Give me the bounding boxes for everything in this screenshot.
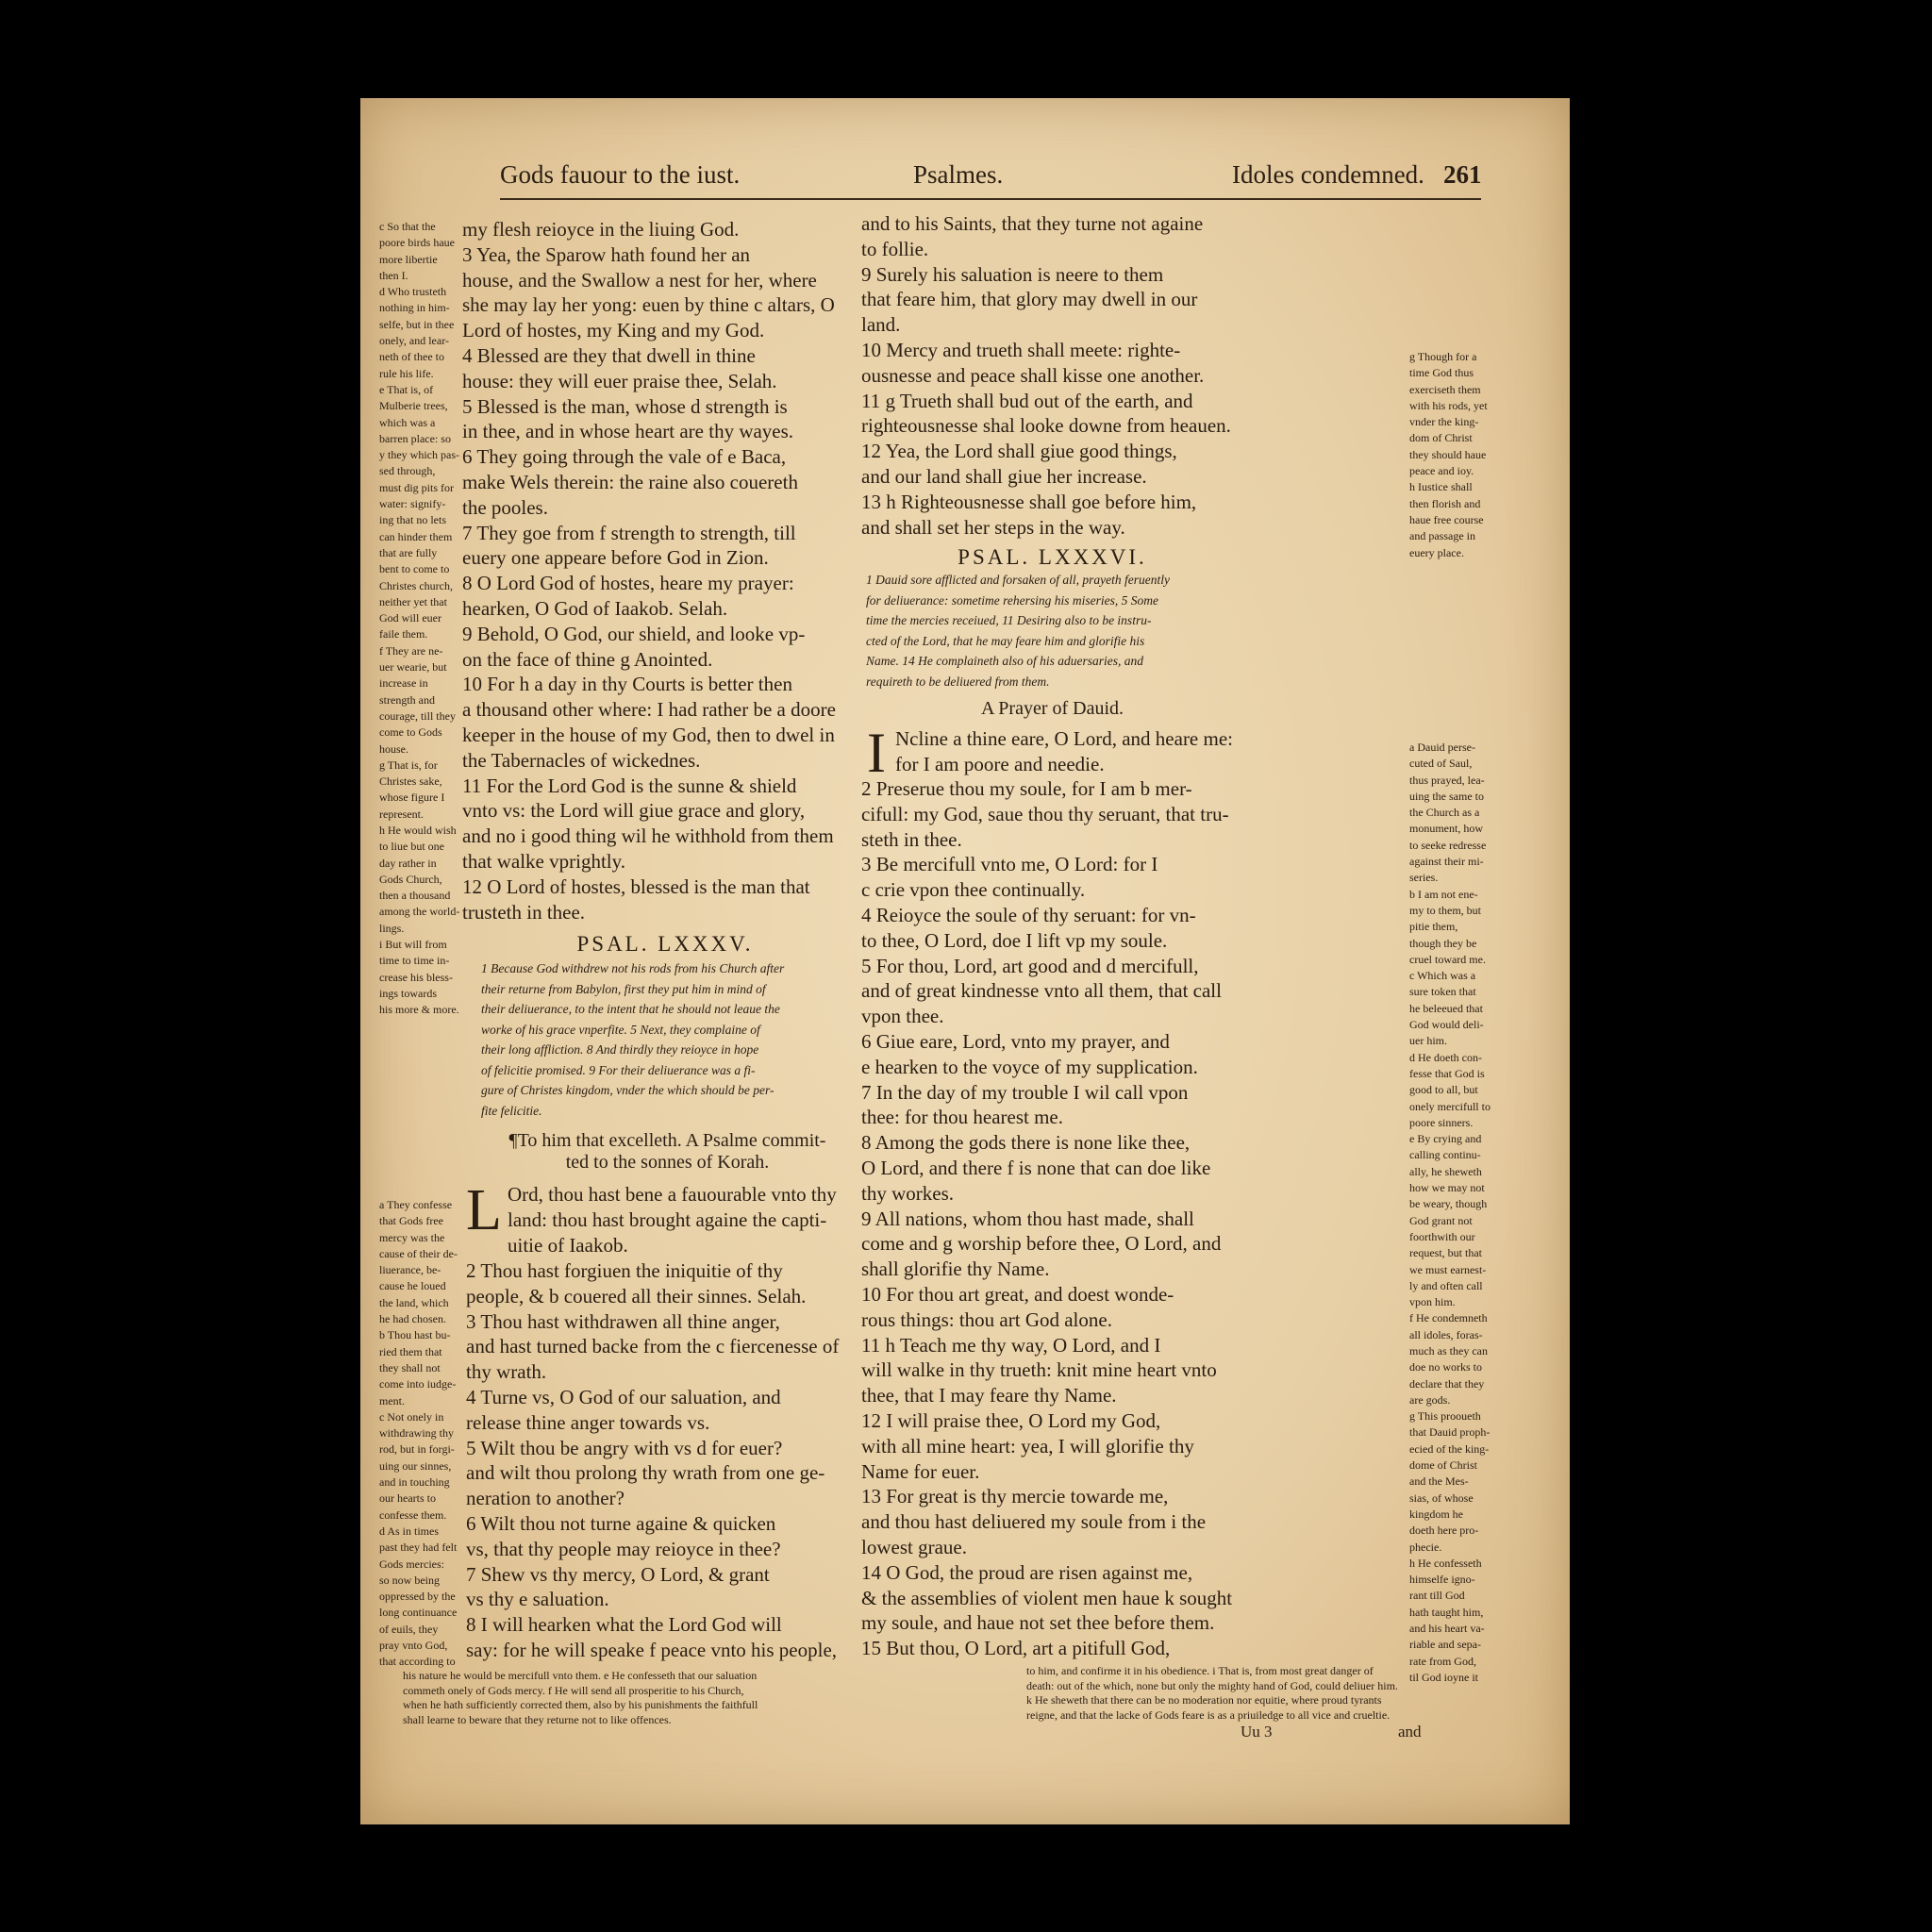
margin-note-line: doe no works to [1409,1360,1482,1374]
margin-note-line: f He condemneth [1409,1311,1488,1325]
margin-note-line: g This prooueth [1409,1409,1481,1424]
margin-note-line: cause of their de- [379,1246,458,1260]
psalm85-title [462,1130,873,1174]
verse-line: 5 For thou, Lord, art good and d mercifull, [861,954,1199,977]
verse-line: 14 O God, the proud are risen against me, [861,1560,1193,1584]
verse-line: in thee, and in whose heart are thy wayes. [462,420,794,443]
verse-line: 8 I will hearken what the Lord God will [466,1613,782,1637]
margin-note-line: he beleeued that [1409,1001,1483,1015]
margin-note-line: ings towards [379,986,437,1000]
verse-line: the pooles. [462,495,548,519]
verse-line: land: thou hast brought againe the capti- [508,1208,827,1231]
margin-note-line: oppressed by the [379,1590,456,1604]
psalm86-title: A Prayer of Dauid. [980,698,1124,719]
margin-note-line: among the world- [379,905,460,919]
margin-note-line: ried them that [379,1344,442,1358]
margin-note-line: to liue but one [379,840,444,854]
margin-note-line: strength and [379,692,435,707]
margin-note-line: mercy was the [379,1230,445,1244]
margin-note-line: uer wearie, but [379,660,447,675]
argument-line: 1 Dauid sore afflicted and forsaken of all, prayeth feruently [866,573,1170,587]
margin-note-line: dom of Christ [1409,431,1473,445]
margin-note-line: til God ioyne it [1409,1670,1478,1684]
verse-line: that feare him, that glory may dwell in our [861,288,1198,311]
verse-line: euery one appeare before God in Zion. [462,546,769,570]
margin-note-line: barren place: so [379,431,451,445]
right-margin-notes-top [1409,349,1513,561]
margin-note-line: the land, which [379,1295,449,1309]
margin-note-line: rule his life. [379,366,434,380]
margin-note-line: riable and sepa- [1409,1638,1481,1652]
margin-note-line: e By crying and [1409,1132,1482,1146]
verse-line: thee: for thou hearest me. [861,1106,1063,1129]
right-margin-notes-bottom [1409,740,1513,1686]
footnote-line: when he hath sufficiently corrected them, also by his punishments the faithfull [403,1698,758,1711]
margin-note-line: hath taught him, [1409,1605,1484,1619]
margin-note-line: calling continu- [1409,1148,1481,1162]
argument-line: for deliuerance: sometime rehersing his miseries, 5 Some [866,592,1158,608]
margin-note-line: of euils, they [379,1622,439,1636]
left-margin-notes-bottom [379,1197,478,1671]
verse-line: ousnesse and peace shall kisse one another. [861,363,1205,387]
argument-line: their deliuerance, to the intent that he should not leaue the [481,1002,780,1016]
verse-line: 3 Yea, the Sparow hath found her an [462,242,751,266]
verse-line: steth in thee. [861,827,962,851]
margin-note-line: a Dauid perse- [1409,741,1475,754]
argument-line: time the mercies receiued, 11 Desiring also to be instru- [866,613,1152,627]
verse-line: 5 Blessed is the man, whose d strength is [462,394,788,418]
verse-line: hearken, O God of Iaakob. Selah. [462,596,728,620]
margin-note-line: then florish and [1409,496,1481,510]
margin-note-line: whose figure I [379,791,445,805]
psalm85-heading: PSAL. LXXXV. [576,932,754,956]
verse-line: 6 Wilt thou not turne againe & quicken [466,1511,776,1535]
margin-note-line: doeth here pro- [1409,1524,1479,1538]
verse-line: will walke in thy trueth: knit mine heart vnto [861,1358,1217,1382]
margin-note-line: represent. [379,807,424,821]
margin-note-line: time to time in- [379,954,450,968]
margin-note-line: c Which was a [1409,969,1476,983]
margin-note-line: c So that the [379,220,436,233]
margin-note-line: c Not onely in [379,1409,444,1424]
psalm86-verses [861,776,1276,1661]
margin-note-line: rant till God [1409,1589,1465,1603]
margin-note-line: past they had felt [379,1541,458,1555]
margin-note-line: selfe, but in thee [379,317,455,331]
verse-line: say: for he will speake f peace vnto his people, [466,1638,838,1661]
verse-line: 6 Giue eare, Lord, vnto my prayer, and [861,1029,1170,1053]
verse-line: keeper in the house of my God, then to dwel in [462,723,835,746]
psalm86-heading: PSAL. LXXXVI. [958,545,1147,569]
verse-line: release thine anger towards vs. [466,1410,710,1434]
margin-note-line: water: signify- [379,497,446,511]
page-number: 261 [1443,160,1482,189]
margin-note-line: God grant not [1409,1213,1473,1227]
verse-line: 15 But thou, O Lord, art a pitifull God, [861,1637,1171,1660]
margin-note-line: cause he loued [379,1279,446,1293]
margin-note-line: poore sinners. [1409,1115,1474,1129]
verse-line: cifull: my God, saue thou thy seruant, that tru- [861,802,1229,825]
psalm86-verse1 [895,726,1254,777]
verse-line: 9 Surely his saluation is neere to them [861,262,1164,286]
verse-line: come and g worship before thee, O Lord, and [861,1232,1222,1256]
verse-line: vs thy e saluation. [466,1588,609,1611]
margin-note-line: euery place. [1409,545,1464,559]
verse-line: 3 Be mercifull vnto me, O Lord: for I [861,853,1158,876]
margin-note-line: cuted of Saul, [1409,757,1473,771]
verse-line: neration to another? [466,1487,625,1510]
margin-note-line: request, but that [1409,1246,1482,1260]
margin-note-line: pitie them, [1409,920,1458,934]
verse-line: people, & b couered all their sinnes. Selah. [466,1284,807,1307]
margin-note-line: much as they can [1409,1343,1488,1357]
verse-line: righteousnesse shal looke downe from heauen. [861,414,1231,438]
margin-note-line: that according to [379,1655,456,1669]
margin-note-line: h He confesseth [1409,1556,1482,1570]
footnote-line: k He sheweth that there can be no moderation nor equitie, where proud tyrants [1026,1693,1382,1707]
verse-line: 6 They going through the vale of e Baca, [462,445,787,469]
verse-line: Name for euer. [861,1459,980,1483]
signature-mark: Uu 3 [1241,1723,1273,1740]
verse-line: 10 Mercy and trueth shall meete: righte- [861,338,1181,361]
verse-line: with all mine heart: yea, I will glorifie thy [861,1434,1194,1457]
left-footnotes [403,1669,893,1727]
margin-note-line: g That is, for [379,758,438,772]
verse-line: thy workes. [861,1181,954,1205]
psalm86-argument [866,570,1262,691]
argument-line: their long affliction. 8 And thirdly they reioyce in hope [481,1042,759,1057]
margin-note-line: y they which pas- [379,448,459,462]
margin-note-line: that Gods free [379,1214,443,1228]
margin-note-line: series. [1409,871,1439,885]
right-column-psalm85-cont [861,211,1276,540]
margin-note-line: long continuance [379,1606,458,1620]
verse-line: 2 Thou hast forgiuen the iniquitie of thy [466,1259,783,1282]
margin-note-line: h He would wish [379,823,457,837]
psalm85-verse1 [508,1182,875,1257]
margin-note-line: all idoles, foras- [1409,1327,1483,1341]
argument-line: requireth to be deliuered from them. [866,674,1050,689]
verse-line: she may lay her yong: euen by thine c altars, O [462,293,835,317]
margin-note-line: crease his bless- [379,970,453,984]
right-footnotes [1026,1664,1536,1723]
verse-line: my flesh reioyce in the liuing God. [462,218,740,241]
footnote-line: to him, and confirme it in his obedience. i That is, from most great danger of [1026,1664,1374,1677]
verse-line: 7 Shew vs thy mercy, O Lord, & grant [466,1562,770,1586]
margin-note-line: bent to come to [379,562,450,576]
margin-note-line: time God thus [1409,366,1474,380]
margin-note-line: which was a [379,415,436,429]
verse-line: to follie. [861,237,929,260]
verse-line: 4 Turne vs, O God of our saluation, and [466,1385,781,1408]
margin-note-line: against their mi- [1409,855,1484,869]
verse-line: 11 h Teach me thy way, O Lord, and I [861,1333,1161,1357]
margin-note-line: and the Mes- [1409,1474,1469,1489]
argument-line: Name. 14 He complaineth also of his aduersaries, and [866,654,1143,668]
margin-note-line: to seeke redresse [1409,838,1487,852]
margin-note-line: b Thou hast bu- [379,1328,451,1342]
margin-note-line: that are fully [379,545,438,559]
verse-line: and shall set her steps in the way. [861,515,1125,539]
margin-note-line: haue free course [1409,512,1484,526]
argument-line: their returne from Babylon, first they put him in mind of [481,981,766,996]
header-left-title: Gods fauour to the iust. [500,160,741,189]
margin-note-line: b I am not ene- [1409,887,1478,901]
verse-line: 12 I will praise thee, O Lord my God, [861,1408,1161,1432]
margin-note-line: ment. [379,1393,405,1407]
verse-line: 11 g Trueth shall bud out of the earth, and [861,389,1193,412]
verse-line: and hast turned backe from the c fiercenesse of [466,1335,840,1358]
margin-note-line: ecied of the king- [1409,1441,1490,1456]
verse-line: and our land shall giue her increase. [861,464,1147,488]
margin-note-line: onely mercifull to [1409,1099,1491,1113]
verse-line: Lord of hostes, my King and my God. [462,319,765,342]
margin-note-line: good to all, but [1409,1083,1478,1097]
verse-line: and of great kindnesse vnto all them, that call [861,979,1222,1003]
verse-line: lowest graue. [861,1535,967,1558]
margin-note-line: kingdom he [1409,1507,1463,1521]
margin-note-line: fesse that God is [1409,1066,1485,1080]
margin-note-line: more libertie [379,252,438,266]
verse-line: 12 O Lord of hostes, blessed is the man that [462,874,810,898]
argument-line: gure of Christes kingdom, vnder the which should be per- [481,1083,774,1097]
argument-line: worke of his grace vnperfite. 5 Next, they complaine of [481,1022,760,1037]
margin-note-line: ing that no lets [379,513,446,527]
verse-line: vs, that thy people may reioyce in thee? [466,1537,781,1560]
verse-line: 9 All nations, whom thou hast made, shall [861,1207,1194,1230]
margin-note-line: confesse them. [379,1507,447,1522]
verse-line: 10 For h a day in thy Courts is better then [462,673,792,696]
margin-note-line: and passage in [1409,529,1475,543]
margin-note-line: h Iustice shall [1409,480,1473,494]
margin-note-line: his more & more. [379,1003,459,1017]
margin-note-line: they shall not [379,1360,441,1374]
margin-note-line: peace and ioy. [1409,464,1474,478]
margin-note-line: onely, and lear- [379,334,449,348]
verse-line: 10 For thou art great, and doest wonde- [861,1282,1174,1306]
verse-line: land. [861,313,901,337]
verse-line: 7 They goe from f strength to strength, till [462,521,796,544]
margin-note-line: though they be [1409,936,1477,950]
margin-note-line: ally, he sheweth [1409,1164,1482,1178]
header-book-title: Psalmes. [913,160,1004,189]
margin-note-line: courage, till they [379,708,456,723]
verse-line: and thou hast deliuered my soule from i the [861,1510,1207,1534]
verse-line: Ncline a thine eare, O Lord, and heare me: [895,727,1233,750]
verse-line: thee, that I may feare thy Name. [861,1384,1117,1407]
margin-note-line: thus prayed, lea- [1409,773,1485,787]
margin-note-line: withdrawing thy [379,1426,454,1441]
verse-line: the Tabernacles of wickednes. [462,748,701,772]
psalm86-drop-cap: I [867,722,886,784]
margin-note-line: Gods Church, [379,872,442,886]
verse-line: 9 Behold, O God, our shield, and looke vp- [462,622,806,645]
verse-line: 5 Wilt thou be angry with vs d for euer? [466,1436,783,1459]
margin-note-line: d He doeth con- [1409,1050,1482,1064]
verse-line: and to his Saints, that they turne not againe [861,212,1204,235]
verse-line: Ord, thou hast bene a fauourable vnto thy [508,1183,837,1206]
verse-line: that walke vprightly. [462,849,626,873]
verse-line: O Lord, and there f is none that can doe like [861,1156,1211,1179]
psalm85-verses [466,1258,881,1663]
verse-line: shall glorifie thy Name. [861,1257,1050,1281]
argument-line: of felicitie promised. 9 For their deliuerance was a fi- [481,1062,756,1077]
margin-note-line: uer him. [1409,1034,1447,1048]
margin-note-line: lings. [379,921,405,935]
margin-note-line: so now being [379,1573,440,1587]
verse-line: my soule, and haue not set thee before them. [861,1611,1215,1635]
margin-note-line: Gods mercies: [379,1557,444,1571]
argument-line: fite felicitie. [481,1103,542,1118]
margin-note-line: liuerance, be- [379,1263,441,1277]
margin-note-line: monument, how [1409,822,1483,836]
margin-note-line: foorthwith our [1409,1229,1475,1243]
margin-note-line: and his heart va- [1409,1622,1485,1636]
margin-note-line: come into iudge- [379,1377,457,1391]
verse-line: c crie vpon thee continually. [861,878,1086,902]
margin-note-line: sed through, [379,464,436,478]
margin-note-line: rod, but in forgi- [379,1442,455,1457]
margin-note-line: we must earnest- [1409,1262,1487,1276]
margin-note-line: ly and often call [1409,1278,1483,1292]
verse-line: and wilt thou prolong thy wrath from one ge- [466,1461,825,1485]
psalm85-drop-cap: L [466,1178,502,1242]
margin-note-line: Mulberie trees, [379,399,448,413]
bible-page [360,98,1570,1824]
margin-note-line: a They confesse [379,1198,453,1211]
margin-note-line: d As in times [379,1524,440,1538]
margin-note-line: day rather in [379,856,437,870]
margin-note-line: must dig pits for [379,480,455,494]
verse-line: 4 Reioyce the soule of thy seruant: for vn- [861,903,1196,926]
footnote-line: shall learne to beware that they returne not to like offences. [403,1712,672,1726]
verse-line: uitie of Iaakob. [508,1233,628,1257]
margin-note-line: uing our sinnes, [379,1458,452,1473]
margin-note-line: then I. [379,268,408,282]
footnote-line: reigne, and that the lacke of Gods feare is as a priuiledge to all vice and crueltie. [1026,1707,1391,1722]
margin-note-line: the Church as a [1409,806,1480,820]
margin-note-line: e That is, of [379,382,434,396]
margin-note-line: declare that they [1409,1376,1485,1391]
verse-line: to thee, O Lord, doe I lift vp my soule. [861,928,1168,952]
footnote-line: commeth onely of Gods mercy. f He will send all prosperitie to his Church, [403,1683,744,1697]
verse-line: 2 Preserue thou my soule, for I am b mer- [861,777,1192,800]
verse-line: 8 Among the gods there is none like thee, [861,1131,1191,1155]
margin-note-line: neth of thee to [379,350,444,364]
verse-line: 11 For the Lord God is the sunne & shield [462,774,797,797]
verse-line: house, and the Swallow a nest for her, where [462,268,817,291]
margin-note-line: faile them. [379,627,428,641]
verse-line: rous things: thou art God alone. [861,1307,1112,1331]
verse-line: and no i good thing wil he withhold from them [462,824,834,848]
verse-line: 4 Blessed are they that dwell in thine [462,343,756,367]
margin-note-line: our hearts to [379,1491,436,1506]
header-right-title: Idoles condemned. [1232,160,1424,189]
verse-line: 13 For great is thy mercie towarde me, [861,1485,1169,1508]
verse-line: trusteth in thee. [462,900,586,924]
margin-note-line: f They are ne- [379,643,443,658]
margin-note-line: house. [379,741,408,756]
margin-note-line: can hinder them [379,529,453,543]
margin-note-line: uing the same to [1409,789,1484,803]
margin-note-line: my to them, but [1409,903,1481,917]
margin-note-line: he had chosen. [379,1312,446,1326]
verse-line: thy wrath. [466,1360,547,1384]
margin-note-line: with his rods, yet [1409,398,1488,412]
verse-line: a thousand other where: I had rather be a doore [462,698,836,722]
running-header [500,157,1481,200]
catchword: and [1398,1723,1422,1740]
verse-line: 7 In the day of my trouble I wil call vpon [861,1080,1189,1104]
margin-note-line: cruel toward me. [1409,952,1486,966]
argument-line: cted of the Lord, that he may feare him and glorifie his [866,633,1145,648]
margin-note-line: God will euer [379,611,441,625]
margin-note-line: are gods. [1409,1392,1451,1407]
margin-note-line: dome of Christ [1409,1458,1477,1473]
margin-note-line: vnder the king- [1409,415,1479,429]
verse-line: vpon thee. [861,1005,944,1028]
footnote-line: his nature he would be mercifull vnto them. e He confesseth that our saluation [403,1669,758,1682]
verse-line: 13 h Righteousnesse shall goe before him, [861,490,1197,513]
verse-line: 3 Thou hast withdrawen all thine anger, [466,1309,780,1333]
margin-note-line: pray vnto God, [379,1639,448,1653]
margin-note-line: and in touching [379,1475,450,1490]
verse-line: & the assemblies of violent men haue k sought [861,1586,1233,1609]
argument-line: 1 Because God withdrew not his rods from his Church after [481,961,785,975]
verse-line: for I am poore and needie. [895,752,1105,775]
verse-line: on the face of thine g Anointed. [462,647,713,671]
margin-note-line: nothing in him- [379,301,450,315]
margin-note-line: God would deli- [1409,1018,1484,1032]
verse-line: house: they will euer praise thee, Selah. [462,369,777,392]
margin-note-line: neither yet that [379,594,447,608]
psalm85-argument [481,958,877,1121]
psalm-title-line: ted to the sonnes of Korah. [565,1152,770,1173]
margin-note-line: how we may not [1409,1181,1485,1195]
margin-note-line: rate from God, [1409,1654,1476,1668]
margin-note-line: come to Gods [379,725,442,740]
verse-line: 8 O Lord God of hostes, heare my prayer: [462,572,794,595]
margin-note-line: sias, of whose [1409,1491,1474,1505]
margin-note-line: poore birds haue [379,236,455,250]
footnote-line: death: out of the which, none but only the mighty hand of God, could deliuer him. [1026,1678,1398,1692]
margin-note-line: sure token that [1409,985,1476,999]
psalm-title-line: ¶To him that excelleth. A Psalme commit- [508,1130,826,1151]
verse-line: make Wels therein: the raine also couereth [462,470,798,493]
margin-note-line: Christes sake, [379,774,442,789]
margin-note-line: increase in [379,676,428,691]
margin-note-line: phecie. [1409,1540,1442,1554]
verse-line: 12 Yea, the Lord shall giue good things, [861,440,1177,463]
margin-note-line: exerciseth them [1409,382,1481,396]
verse-line: e hearken to the voyce of my supplication. [861,1055,1198,1078]
margin-note-line: be weary, though [1409,1197,1488,1211]
margin-note-line: that Dauid proph- [1409,1425,1491,1440]
margin-note-line: i But will from [379,938,447,952]
margin-note-line: Christes church, [379,578,453,592]
margin-note-line: himselfe igno- [1409,1573,1475,1587]
verse-line: vnto vs: the Lord will giue grace and glory, [462,799,806,823]
margin-note-line: they should haue [1409,447,1487,461]
margin-note-line: vpon him. [1409,1295,1456,1309]
margin-note-line: g Though for a [1409,350,1477,363]
margin-note-line: then a thousand [379,889,451,903]
margin-note-line: d Who trusteth [379,285,447,299]
